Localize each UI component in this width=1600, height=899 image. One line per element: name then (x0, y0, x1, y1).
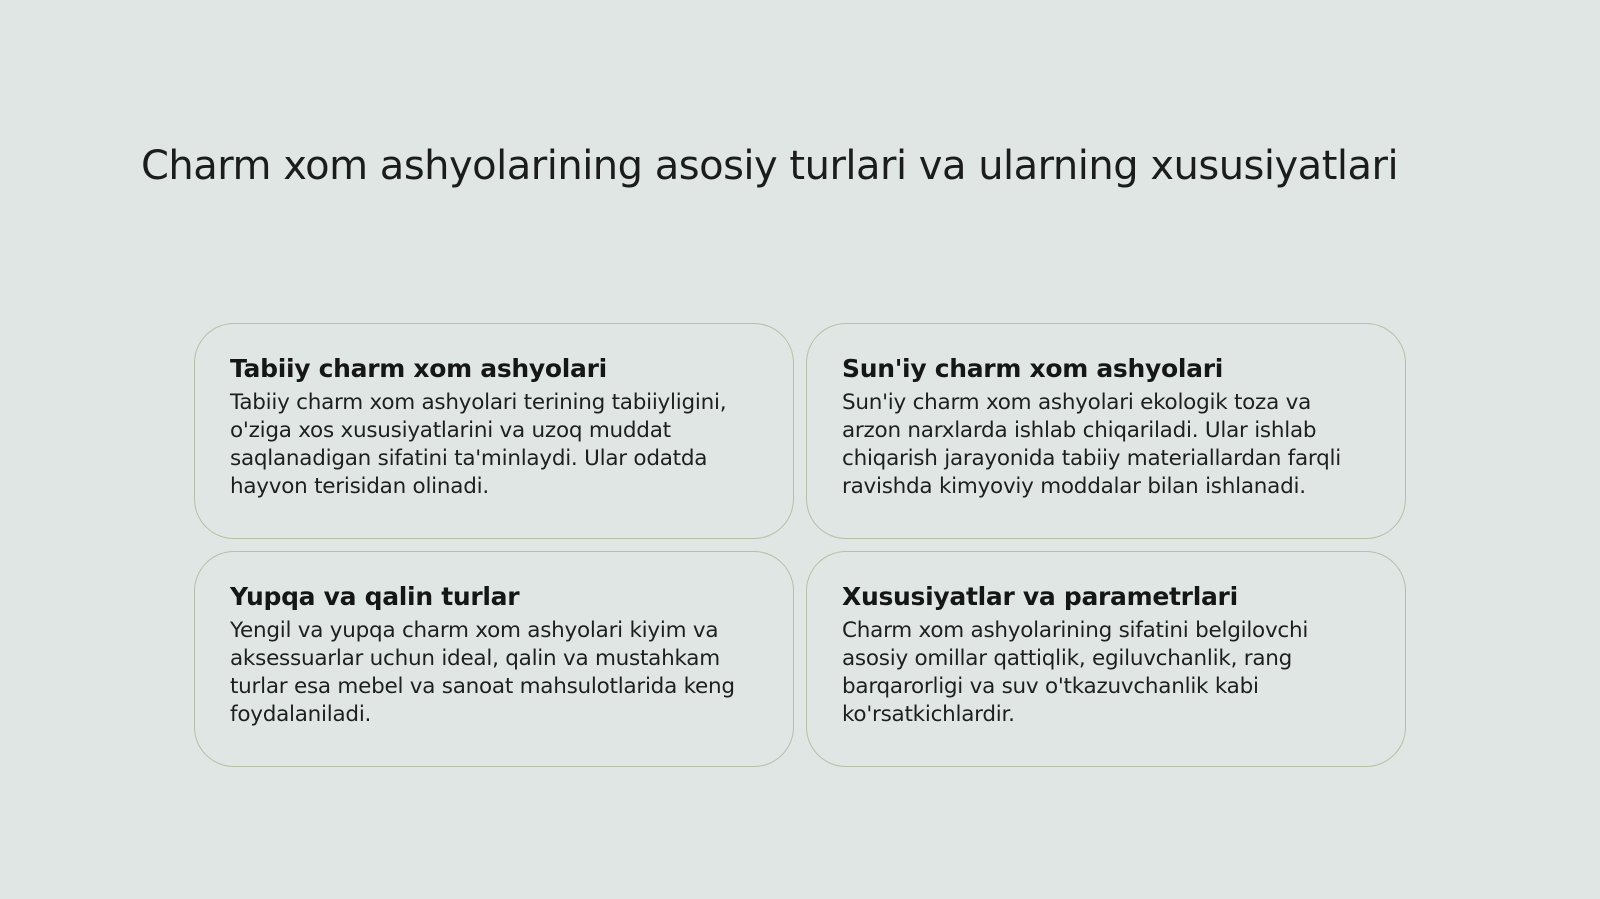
page-title: Charm xom ashyolarining asosiy turlari va ularning xususiyatlari (141, 143, 1399, 189)
card-natural-leather (194, 323, 794, 539)
card-description: Sun'iy charm xom ashyolari ekologik toza va arzon narxlarda ishlab chiqariladi. Ular ishlab chiqarish jarayonida tabiiy materiallardan farqli ravishda kimyoviy moddalar bilan ishlanadi. (842, 390, 1341, 499)
card-description: Charm xom ashyolarining sifatini belgilovchi asosiy omillar qattiqlik, egiluvchanlik, rang barqarorligi va suv o'tkazuvchanlik kabi ko'rsatkichlardir. (842, 618, 1309, 727)
card-properties-parameters (806, 551, 1406, 767)
card-heading: Sun'iy charm xom ashyolari (842, 354, 1224, 383)
card-thin-thick-types (194, 551, 794, 767)
card-heading: Xususiyatlar va parametrlari (842, 582, 1238, 611)
card-description: Yengil va yupqa charm xom ashyolari kiyim va aksessuarlar uchun ideal, qalin va mustahkam turlar esa mebel va sanoat mahsulotlarida keng foydalaniladi. (230, 618, 735, 727)
card-grid (194, 323, 1406, 767)
card-description: Tabiiy charm xom ashyolari terining tabiiyligini, o'ziga xos xususiyatlarini va uzoq muddat saqlanadigan sifatini ta'minlaydi. Ular odatda hayvon terisidan olinadi. (230, 390, 727, 499)
card-heading: Tabiiy charm xom ashyolari (230, 354, 607, 383)
card-artificial-leather (806, 323, 1406, 539)
card-heading: Yupqa va qalin turlar (230, 582, 520, 611)
